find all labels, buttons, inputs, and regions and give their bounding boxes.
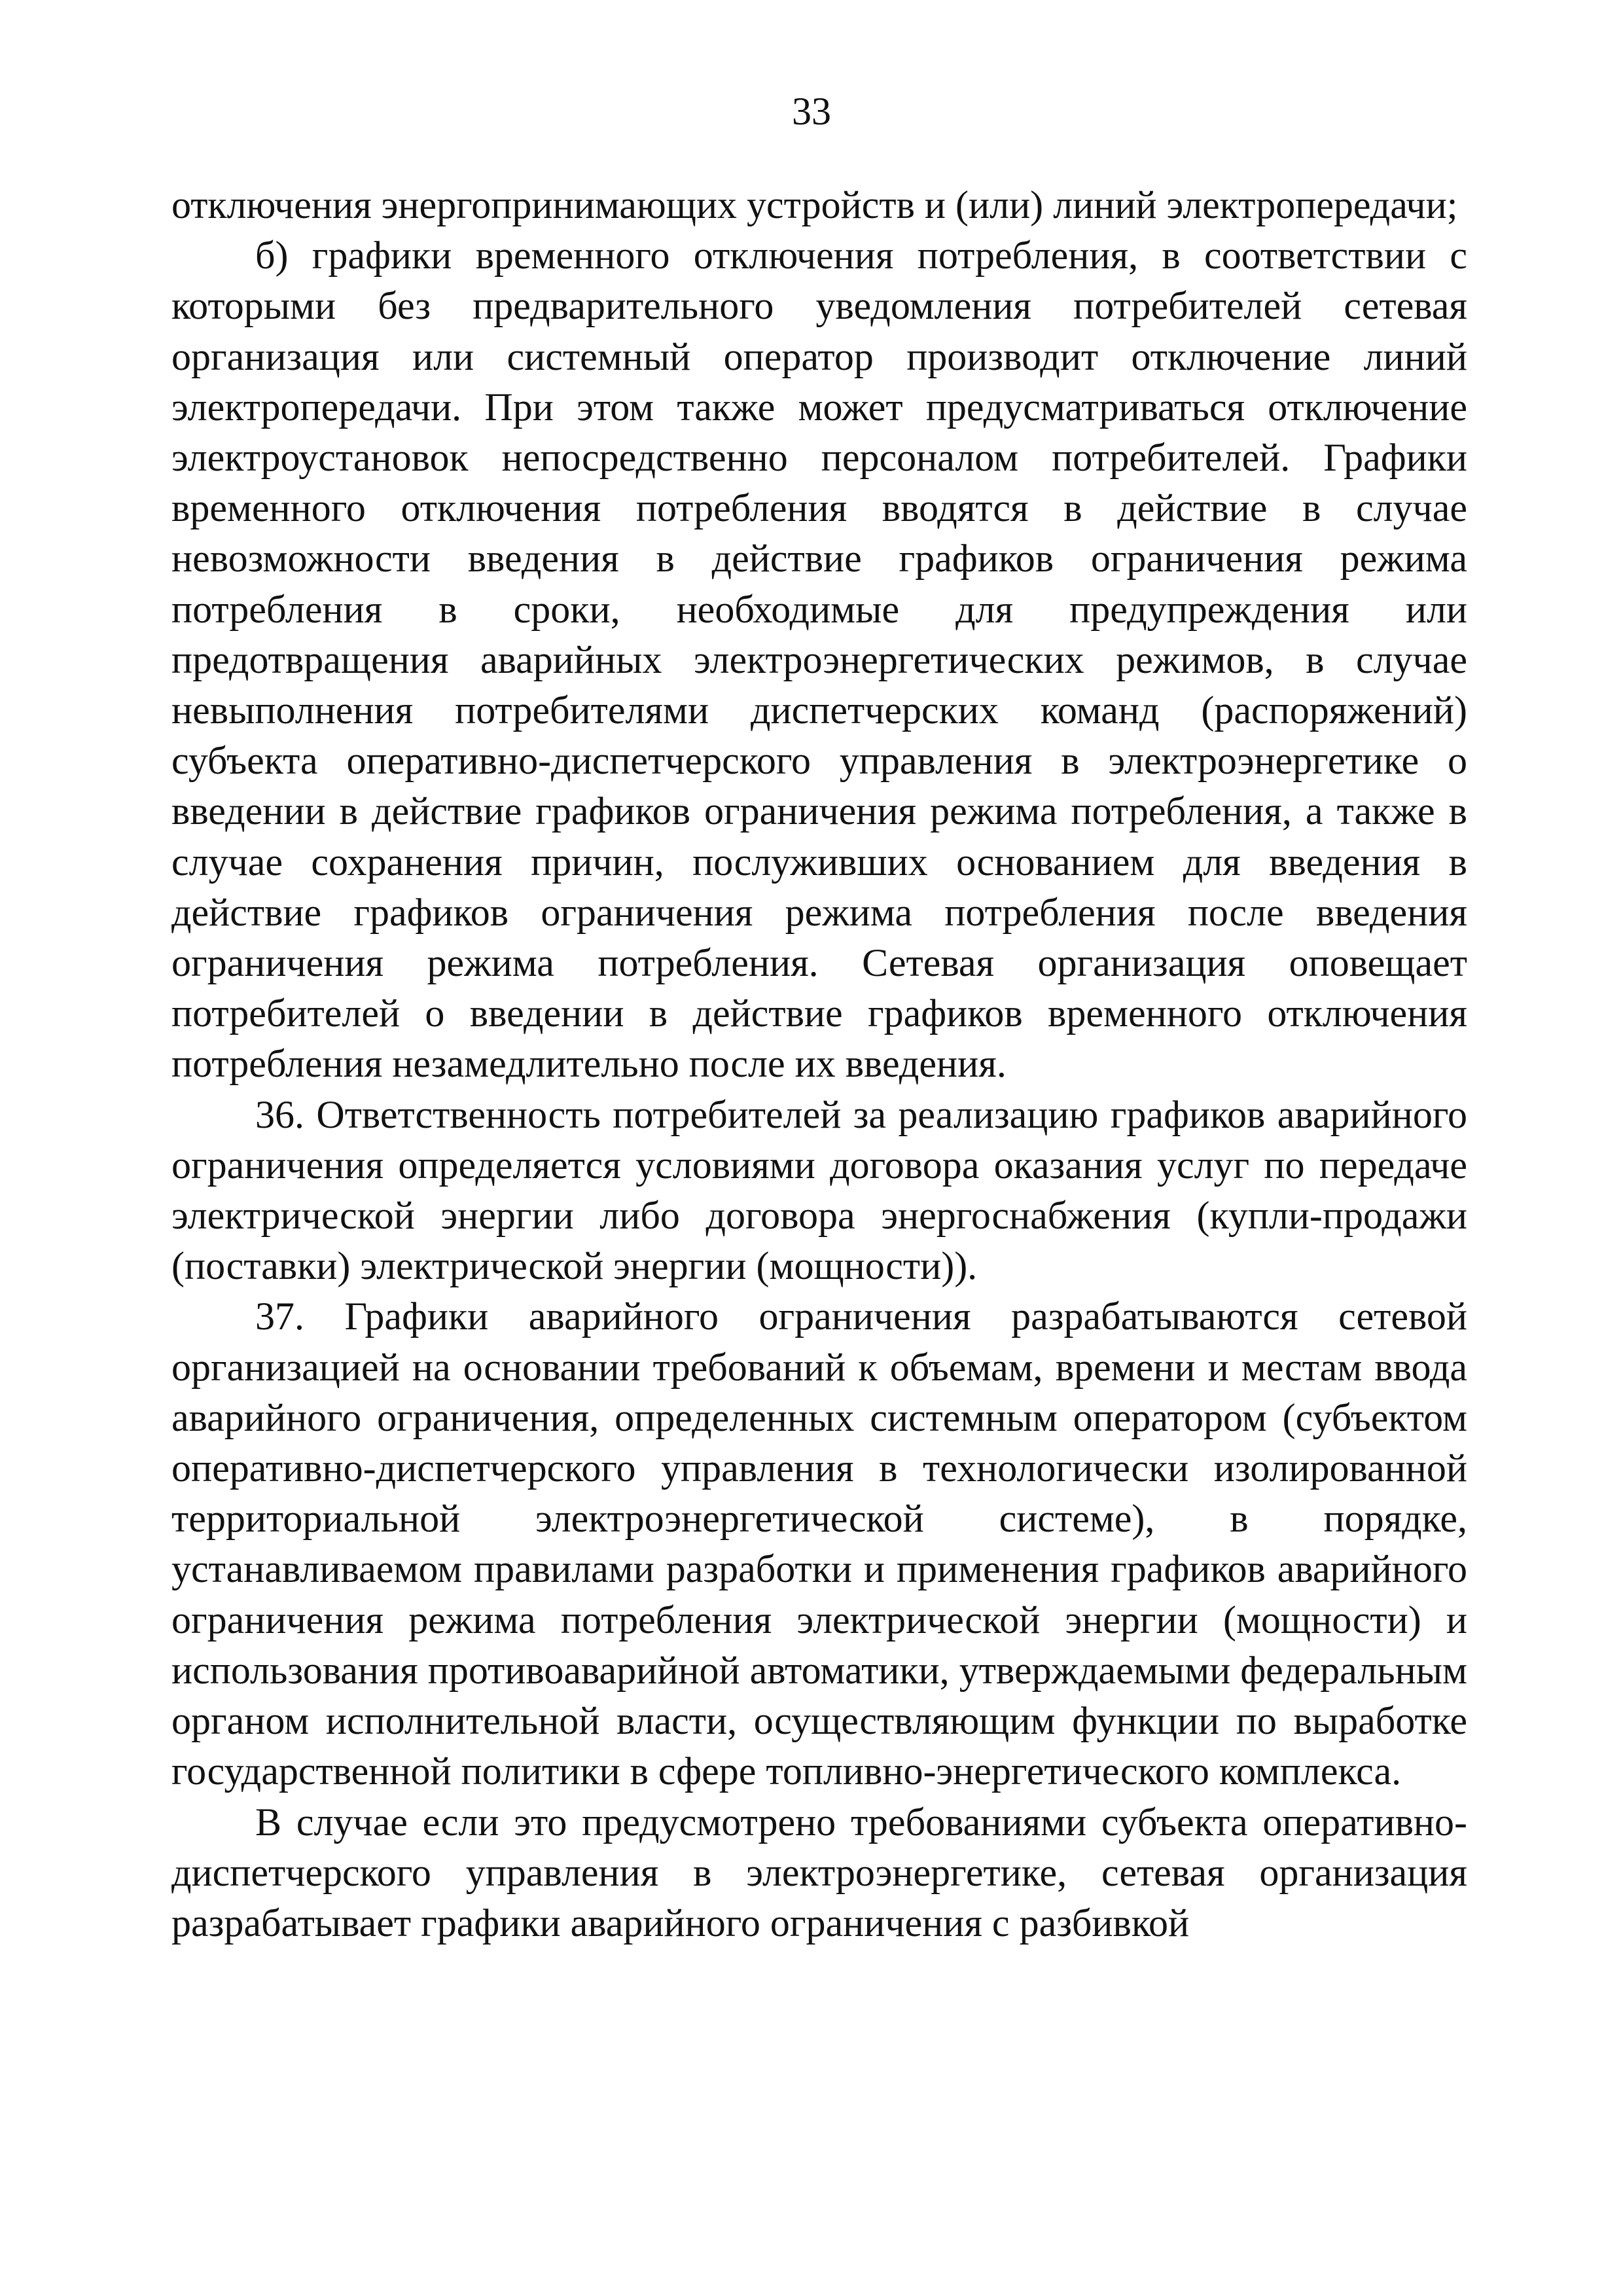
document-body [171, 180, 1467, 1948]
paragraph-b-temporary-disconnection: б) графики временного отключения потребления, в соответствии с которыми без предварительного уведомления потребителей сетевая организация или системный оператор производит отключение линий электропередачи. При этом также может предусматриваться отключение электроустановок непосредственно персоналом потребителей. Графики временного отключения потребления вводятся в действие в случае невозможности введения в действие графиков ограничения режима потребления в сроки, необходимые для предупреждения или предотвращения аварийных электроэнергетических режимов, в случае невыполнения потребителями диспетчерских команд (распоряжений) субъекта оперативно-диспетчерского управления в электроэнергетике о введении в действие графиков ограничения режима потребления, а также в случае сохранения причин, послуживших основанием для введения в действие графиков ограничения режима потребления после введения ограничения режима потребления. Сетевая организация оповещает потребителей о введении в действие графиков временного отключения потребления незамедлительно после их введения. [171, 234, 1467, 1086]
paragraph-system-operator-case: В случае если это предусмотрено требованиями субъекта оперативно-диспетчерского управления в электроэнергетике, сетевая организация разрабатывает графики аварийного ограничения с разбивкой [171, 1800, 1467, 1945]
paragraph-continuation: отключения энергопринимающих устройств и (или) линий электропередачи; [171, 183, 1458, 226]
paragraph-37-emergency-schedules: 37. Графики аварийного ограничения разрабатываются сетевой организацией на основании требований к объемам, времени и местам ввода аварийного ограничения, определенных системным оператором (субъектом оперативно-диспетчерского управления в технологически изолированной территориальной электроэнергетической системе), в порядке, устанавливаемом правилами разработки и применения графиков аварийного ограничения режима потребления электрической энергии (мощности) и использования противоаварийной автоматики, утверждаемыми федеральным органом исполнительной власти, осуществляющим функции по выработке государственной политики в сфере топливно-энергетического комплекса. [171, 1295, 1467, 1793]
paragraph-36-responsibility: 36. Ответственность потребителей за реализацию графиков аварийного ограничения определяется условиями договора оказания услуг по передаче электрической энергии либо договора энергоснабжения (купли-продажи (поставки) электрической энергии (мощности)). [171, 1092, 1467, 1288]
page-number: 33 [792, 90, 831, 133]
